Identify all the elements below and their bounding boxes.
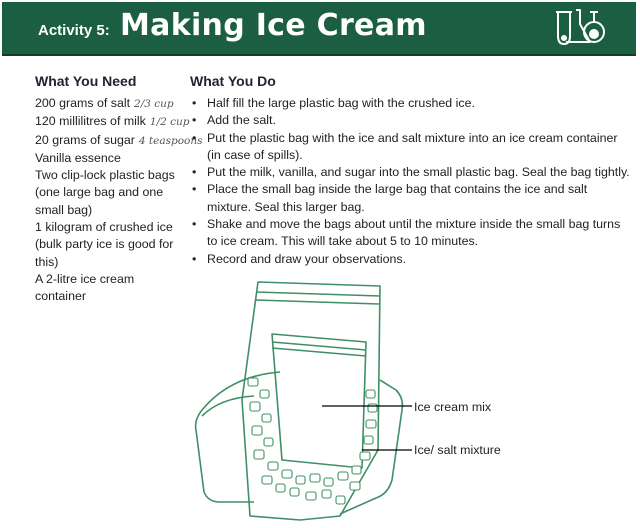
step-item: • Put the milk, vanilla, and sugar into the small plastic bag. Seal the bag tightly. [190, 164, 630, 181]
step-item: • Shake and move the bags about until the mixture inside the small bag turns to ice cream. This will take about 5 to 10 minutes. [190, 216, 630, 251]
material-item: 200 grams of salt 2/3 cup [35, 96, 174, 110]
step-item: • Place the small bag inside the large bag that contains the ice and salt mixture. Seal this larger bag. [190, 181, 630, 216]
activity-number: Activity 5: [38, 22, 110, 39]
crushed-ice [248, 378, 377, 504]
handwritten-note: 2/3 cup [134, 98, 174, 110]
what-you-need-heading: What You Need [35, 73, 137, 89]
page-title: Making Ice Cream [120, 8, 427, 43]
what-you-do-heading: What You Do [190, 73, 276, 89]
ice-cream-mix-label: Ice cream mix [414, 400, 492, 414]
material-item: 20 grams of sugar 4 teaspoons [35, 132, 203, 147]
steps-list [190, 95, 630, 268]
step-item: • Record and draw your observations. [190, 251, 630, 268]
material-item: A 2-litre ice cream container [35, 271, 135, 304]
handwritten-note: 4 teaspoons [138, 134, 203, 147]
title-banner [2, 2, 636, 56]
material-item: Two clip-lock plastic bags (one large bag and one small bag) [35, 168, 175, 217]
handwritten-note: 1/2 cup [149, 116, 190, 129]
step-item: • Put the plastic bag with the ice and salt mixture into an ice cream container (in case of spills). [190, 130, 630, 165]
material-item: 120 millilitres of milk 1/2 cup [35, 114, 190, 129]
step-item: • Half fill the large plastic bag with the crushed ice. [190, 95, 630, 112]
ice-salt-mixture-label: Ice/ salt mixture [414, 443, 501, 457]
material-item: Vanilla essence [35, 150, 121, 165]
materials-list [35, 95, 203, 306]
step-item: • Add the salt. [190, 112, 630, 129]
lab-glassware-icon [550, 6, 610, 52]
material-item: 1 kilogram of crushed ice (bulk party ice is good for this) [35, 220, 174, 269]
